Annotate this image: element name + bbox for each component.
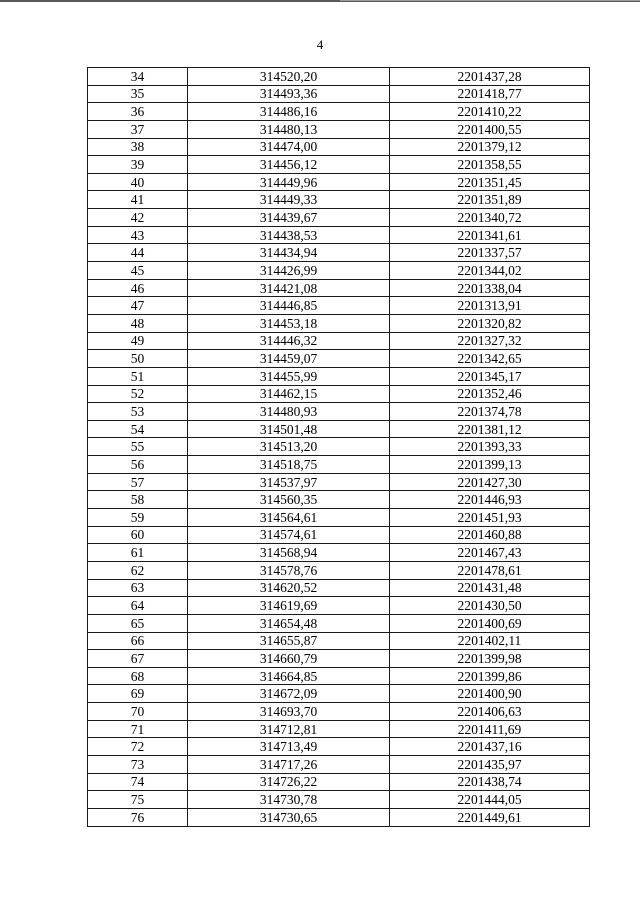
y-coordinate-cell: 2201437,16 (390, 738, 590, 756)
x-coordinate-cell: 314693,70 (188, 703, 390, 721)
table-row (88, 544, 590, 562)
table-row (88, 773, 590, 791)
top-edge-rule-right (340, 0, 640, 1)
point-number-cell: 56 (88, 456, 188, 474)
y-coordinate-cell: 2201399,13 (390, 456, 590, 474)
x-coordinate-cell: 314480,13 (188, 120, 390, 138)
x-coordinate-cell: 314654,48 (188, 614, 390, 632)
y-coordinate-cell: 2201410,22 (390, 103, 590, 121)
table-row (88, 314, 590, 332)
x-coordinate-cell: 314520,20 (188, 68, 390, 86)
table-row (88, 561, 590, 579)
x-coordinate-cell: 314568,94 (188, 544, 390, 562)
table-row (88, 120, 590, 138)
point-number-cell: 63 (88, 579, 188, 597)
point-number-cell: 65 (88, 614, 188, 632)
y-coordinate-cell: 2201451,93 (390, 509, 590, 527)
point-number-cell: 42 (88, 209, 188, 227)
table-row (88, 667, 590, 685)
y-coordinate-cell: 2201381,12 (390, 420, 590, 438)
point-number-cell: 66 (88, 632, 188, 650)
table-row (88, 509, 590, 527)
table-row (88, 226, 590, 244)
table-row (88, 350, 590, 368)
point-number-cell: 34 (88, 68, 188, 86)
point-number-cell: 40 (88, 173, 188, 191)
x-coordinate-cell: 314501,48 (188, 420, 390, 438)
table-row (88, 650, 590, 668)
y-coordinate-cell: 2201435,97 (390, 755, 590, 773)
point-number-cell: 37 (88, 120, 188, 138)
y-coordinate-cell: 2201427,30 (390, 473, 590, 491)
x-coordinate-cell: 314446,85 (188, 297, 390, 315)
x-coordinate-cell: 314574,61 (188, 526, 390, 544)
y-coordinate-cell: 2201449,61 (390, 808, 590, 826)
y-coordinate-cell: 2201358,55 (390, 156, 590, 174)
y-coordinate-cell: 2201379,12 (390, 138, 590, 156)
table-row (88, 791, 590, 809)
point-number-cell: 59 (88, 509, 188, 527)
point-number-cell: 72 (88, 738, 188, 756)
y-coordinate-cell: 2201467,43 (390, 544, 590, 562)
y-coordinate-cell: 2201438,74 (390, 773, 590, 791)
point-number-cell: 52 (88, 385, 188, 403)
point-number-cell: 67 (88, 650, 188, 668)
table-row (88, 173, 590, 191)
point-number-cell: 45 (88, 262, 188, 280)
x-coordinate-cell: 314421,08 (188, 279, 390, 297)
y-coordinate-cell: 2201341,61 (390, 226, 590, 244)
x-coordinate-cell: 314660,79 (188, 650, 390, 668)
table-row (88, 191, 590, 209)
table-row (88, 491, 590, 509)
x-coordinate-cell: 314453,18 (188, 314, 390, 332)
table-row (88, 808, 590, 826)
point-number-cell: 43 (88, 226, 188, 244)
table-row (88, 68, 590, 86)
table-row (88, 526, 590, 544)
x-coordinate-cell: 314619,69 (188, 597, 390, 615)
table-row (88, 385, 590, 403)
x-coordinate-cell: 314426,99 (188, 262, 390, 280)
y-coordinate-cell: 2201313,91 (390, 297, 590, 315)
x-coordinate-cell: 314712,81 (188, 720, 390, 738)
y-coordinate-cell: 2201338,04 (390, 279, 590, 297)
y-coordinate-cell: 2201320,82 (390, 314, 590, 332)
x-coordinate-cell: 314560,35 (188, 491, 390, 509)
point-number-cell: 50 (88, 350, 188, 368)
table-row (88, 403, 590, 421)
point-number-cell: 62 (88, 561, 188, 579)
y-coordinate-cell: 2201399,86 (390, 667, 590, 685)
y-coordinate-cell: 2201351,45 (390, 173, 590, 191)
table-row (88, 579, 590, 597)
point-number-cell: 60 (88, 526, 188, 544)
point-number-cell: 58 (88, 491, 188, 509)
point-number-cell: 38 (88, 138, 188, 156)
y-coordinate-cell: 2201337,57 (390, 244, 590, 262)
table-row (88, 297, 590, 315)
point-number-cell: 73 (88, 755, 188, 773)
x-coordinate-cell: 314730,78 (188, 791, 390, 809)
table-row (88, 244, 590, 262)
y-coordinate-cell: 2201393,33 (390, 438, 590, 456)
point-number-cell: 70 (88, 703, 188, 721)
y-coordinate-cell: 2201406,63 (390, 703, 590, 721)
point-number-cell: 68 (88, 667, 188, 685)
x-coordinate-cell: 314456,12 (188, 156, 390, 174)
x-coordinate-cell: 314578,76 (188, 561, 390, 579)
point-number-cell: 39 (88, 156, 188, 174)
x-coordinate-cell: 314455,99 (188, 367, 390, 385)
page-number: 4 (316, 37, 324, 52)
x-coordinate-cell: 314726,22 (188, 773, 390, 791)
y-coordinate-cell: 2201400,69 (390, 614, 590, 632)
point-number-cell: 71 (88, 720, 188, 738)
y-coordinate-cell: 2201460,88 (390, 526, 590, 544)
y-coordinate-cell: 2201418,77 (390, 85, 590, 103)
y-coordinate-cell: 2201444,05 (390, 791, 590, 809)
y-coordinate-cell: 2201437,28 (390, 68, 590, 86)
table-row (88, 262, 590, 280)
y-coordinate-cell: 2201340,72 (390, 209, 590, 227)
x-coordinate-cell: 314620,52 (188, 579, 390, 597)
coordinates-table (87, 67, 590, 827)
y-coordinate-cell: 2201400,55 (390, 120, 590, 138)
point-number-cell: 61 (88, 544, 188, 562)
x-coordinate-cell: 314672,09 (188, 685, 390, 703)
y-coordinate-cell: 2201374,78 (390, 403, 590, 421)
point-number-cell: 49 (88, 332, 188, 350)
x-coordinate-cell: 314459,07 (188, 350, 390, 368)
x-coordinate-cell: 314486,16 (188, 103, 390, 121)
point-number-cell: 48 (88, 314, 188, 332)
point-number-cell: 47 (88, 297, 188, 315)
point-number-cell: 69 (88, 685, 188, 703)
point-number-cell: 75 (88, 791, 188, 809)
x-coordinate-cell: 314480,93 (188, 403, 390, 421)
table-row (88, 85, 590, 103)
table-row (88, 755, 590, 773)
point-number-cell: 53 (88, 403, 188, 421)
x-coordinate-cell: 314439,67 (188, 209, 390, 227)
table-row (88, 614, 590, 632)
point-number-cell: 64 (88, 597, 188, 615)
x-coordinate-cell: 314655,87 (188, 632, 390, 650)
x-coordinate-cell: 314664,85 (188, 667, 390, 685)
y-coordinate-cell: 2201352,46 (390, 385, 590, 403)
table-row (88, 738, 590, 756)
table-row (88, 473, 590, 491)
x-coordinate-cell: 314474,00 (188, 138, 390, 156)
table-row (88, 279, 590, 297)
x-coordinate-cell: 314438,53 (188, 226, 390, 244)
table-row (88, 456, 590, 474)
table-row (88, 138, 590, 156)
table-row (88, 156, 590, 174)
x-coordinate-cell: 314513,20 (188, 438, 390, 456)
table-row (88, 685, 590, 703)
x-coordinate-cell: 314449,33 (188, 191, 390, 209)
table-row (88, 420, 590, 438)
x-coordinate-cell: 314446,32 (188, 332, 390, 350)
point-number-cell: 35 (88, 85, 188, 103)
y-coordinate-cell: 2201351,89 (390, 191, 590, 209)
x-coordinate-cell: 314717,26 (188, 755, 390, 773)
x-coordinate-cell: 314537,97 (188, 473, 390, 491)
table-row (88, 720, 590, 738)
table-row (88, 367, 590, 385)
y-coordinate-cell: 2201446,93 (390, 491, 590, 509)
point-number-cell: 44 (88, 244, 188, 262)
point-number-cell: 36 (88, 103, 188, 121)
point-number-cell: 55 (88, 438, 188, 456)
y-coordinate-cell: 2201478,61 (390, 561, 590, 579)
table-row (88, 438, 590, 456)
y-coordinate-cell: 2201344,02 (390, 262, 590, 280)
y-coordinate-cell: 2201342,65 (390, 350, 590, 368)
point-number-cell: 51 (88, 367, 188, 385)
x-coordinate-cell: 314462,15 (188, 385, 390, 403)
x-coordinate-cell: 314564,61 (188, 509, 390, 527)
y-coordinate-cell: 2201400,90 (390, 685, 590, 703)
table-row (88, 332, 590, 350)
y-coordinate-cell: 2201399,98 (390, 650, 590, 668)
point-number-cell: 54 (88, 420, 188, 438)
y-coordinate-cell: 2201411,69 (390, 720, 590, 738)
y-coordinate-cell: 2201402,11 (390, 632, 590, 650)
table-row (88, 209, 590, 227)
x-coordinate-cell: 314730,65 (188, 808, 390, 826)
y-coordinate-cell: 2201327,32 (390, 332, 590, 350)
x-coordinate-cell: 314449,96 (188, 173, 390, 191)
y-coordinate-cell: 2201431,48 (390, 579, 590, 597)
x-coordinate-cell: 314493,36 (188, 85, 390, 103)
x-coordinate-cell: 314518,75 (188, 456, 390, 474)
x-coordinate-cell: 314713,49 (188, 738, 390, 756)
table-row (88, 703, 590, 721)
y-coordinate-cell: 2201430,50 (390, 597, 590, 615)
point-number-cell: 74 (88, 773, 188, 791)
table-row (88, 597, 590, 615)
point-number-cell: 41 (88, 191, 188, 209)
table-row (88, 632, 590, 650)
point-number-cell: 46 (88, 279, 188, 297)
point-number-cell: 76 (88, 808, 188, 826)
x-coordinate-cell: 314434,94 (188, 244, 390, 262)
point-number-cell: 57 (88, 473, 188, 491)
coordinates-table-body (88, 68, 590, 827)
table-row (88, 103, 590, 121)
y-coordinate-cell: 2201345,17 (390, 367, 590, 385)
